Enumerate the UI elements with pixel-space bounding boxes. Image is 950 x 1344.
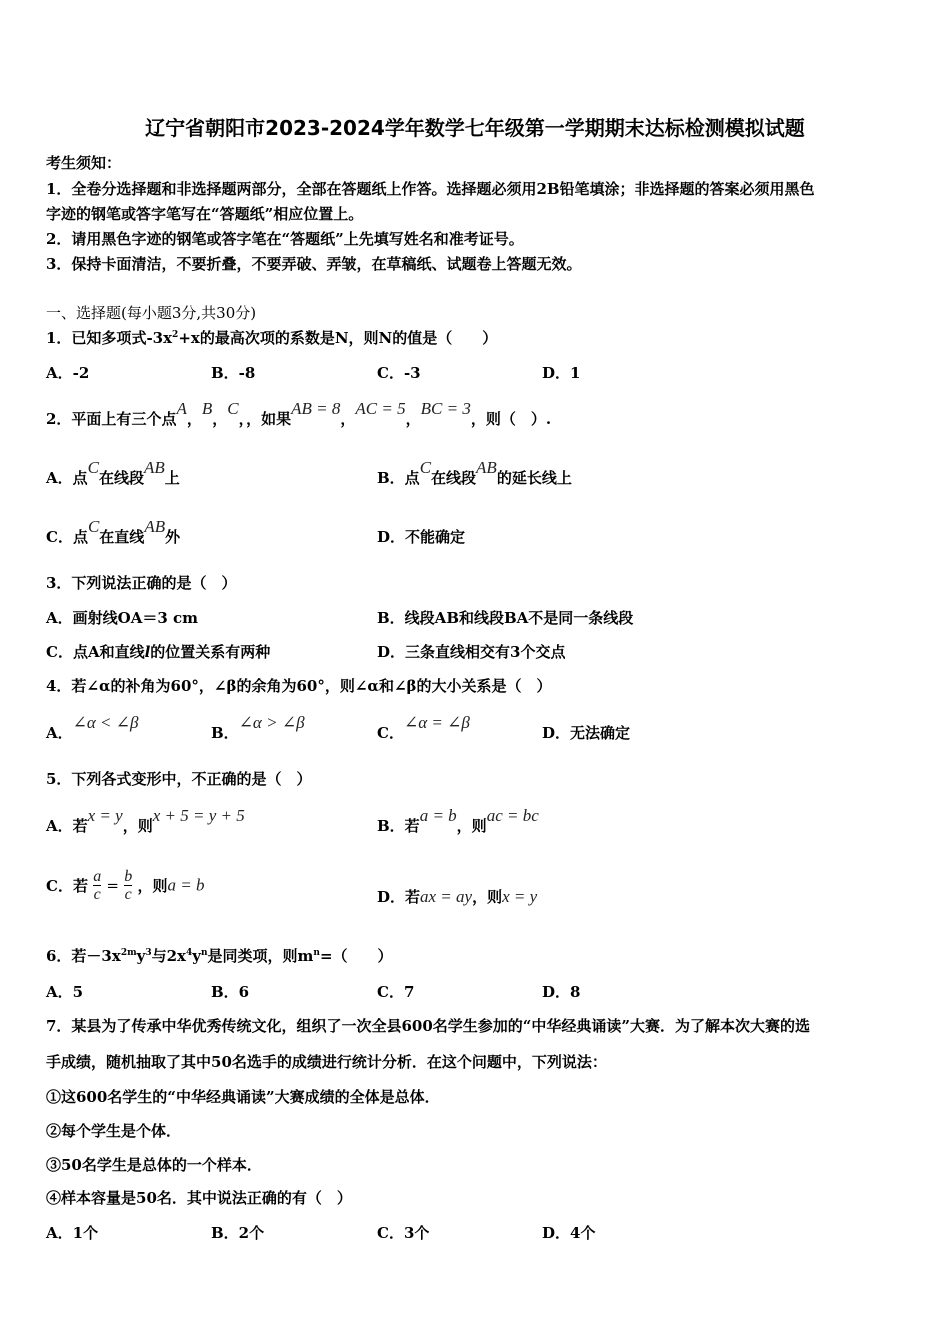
q2-stem: 2．平面上有三个点A，B，C，，如果AB = 8，AC = 5，BC = 3，则（ ）.: [46, 399, 552, 428]
q6-option-c[interactable]: C．7: [377, 983, 415, 1001]
q3-option-c[interactable]: C．点A和直线l的位置关系有两种: [46, 643, 271, 661]
q3-option-d[interactable]: D．三条直线相交有3个交点: [377, 643, 566, 661]
q6-option-d[interactable]: D．8: [542, 983, 581, 1001]
q4-option-a[interactable]: A．∠α < ∠β: [46, 713, 139, 742]
q5-option-c[interactable]: C．若 $\frac{a}{c}$ = $\frac{b}{c}$ ，则a = b: [46, 868, 205, 903]
q7-statement: ①这600名学生的“中华经典诵读”大赛成绩的全体是总体．: [46, 1088, 440, 1106]
q1-option-c[interactable]: C．-3: [377, 364, 421, 382]
q4-option-b[interactable]: B．∠α > ∠β: [211, 713, 305, 742]
q7-option-c[interactable]: C．3个: [377, 1224, 430, 1242]
q5-option-b[interactable]: B．若a = b，则ac = bc: [377, 806, 539, 835]
exam-title: 辽宁省朝阳市2023-2024学年数学七年级第一学期期末达标检测模拟试题: [145, 116, 805, 140]
q7-statement: ④样本容量是50名．其中说法正确的有（ ）: [46, 1189, 352, 1207]
notice-item: 1．全卷分选择题和非选择题两部分，全部在答题纸上作答。选择题必须用2B铅笔填涂；非选择题的答案必须用黑色: [46, 180, 815, 198]
q2-option-c[interactable]: C．点C在直线AB外: [46, 517, 181, 546]
q7-stem: 手成绩，随机抽取了其中50名选手的成绩进行统计分析．在这个问题中，下列说法：: [46, 1053, 607, 1071]
q6-option-a[interactable]: A．5: [46, 983, 84, 1001]
q1-stem: 1．已知多项式$-3x^2+x$的最高次项的系数是N，则N的值是（ ）: [46, 329, 498, 347]
fraction: $\frac{a}{c}$: [93, 868, 102, 903]
q5-stem: 5．下列各式变形中，不正确的是（ ）: [46, 770, 312, 788]
fraction: $\frac{b}{c}$: [124, 868, 133, 903]
q7-option-a[interactable]: A．1个: [46, 1224, 99, 1242]
q2-option-a[interactable]: A．点C在线段AB上: [46, 458, 180, 487]
q4-stem: 4．若∠α的补角为60°，∠β的余角为60°，则∠α和∠β的大小关系是（ ）: [46, 677, 552, 695]
q6-option-b[interactable]: B．6: [211, 983, 250, 1001]
q6-stem: 6．若$-3x^{2m}y^3$与$2x^4y^n$是同类项，则$m^n=$（ ）: [46, 947, 393, 965]
q3-option-b[interactable]: B．线段AB和线段BA不是同一条线段: [377, 609, 634, 627]
q2-option-d[interactable]: D．不能确定: [377, 528, 466, 546]
notice-item: 字迹的钢笔或答字笔写在“答题纸”相应位置上。: [46, 205, 364, 223]
q5-option-d[interactable]: D．若ax = ay，则x = y: [377, 887, 538, 906]
q2-option-b[interactable]: B．点C在线段AB的延长线上: [377, 458, 572, 487]
q1-option-b[interactable]: B．-8: [211, 364, 256, 382]
q3-stem: 3．下列说法正确的是（ ）: [46, 574, 237, 592]
section-heading: 一、选择题(每小题3分,共30分): [46, 304, 257, 322]
q1-option-d[interactable]: D．1: [542, 364, 581, 382]
q7-statement: ③50名学生是总体的一个样本．: [46, 1156, 262, 1174]
q4-option-d[interactable]: D．无法确定: [542, 724, 631, 742]
q7-option-d[interactable]: D．4个: [542, 1224, 596, 1242]
notice-item: 2．请用黑色字迹的钢笔或答字笔在“答题纸”上先填写姓名和准考证号。: [46, 230, 524, 248]
q1-option-a[interactable]: A．-2: [46, 364, 90, 382]
q5-option-a[interactable]: A．若x = y，则x + 5 = y + 5: [46, 806, 245, 835]
q7-stem: 7．某县为了传承中华优秀传统文化，组织了一次全县600名学生参加的“中华经典诵读”大赛．为了解本次大赛的选: [46, 1017, 811, 1035]
notice-item: 3．保持卡面清洁，不要折叠，不要弄破、弄皱，在草稿纸、试题卷上答题无效。: [46, 255, 582, 273]
q7-statement: ②每个学生是个体．: [46, 1122, 182, 1140]
q3-option-a[interactable]: A．画射线OA＝3 cm: [46, 609, 199, 627]
q4-option-c[interactable]: C．∠α = ∠β: [377, 713, 470, 742]
notice-heading: 考生须知：: [46, 154, 122, 172]
q7-option-b[interactable]: B．2个: [211, 1224, 265, 1242]
